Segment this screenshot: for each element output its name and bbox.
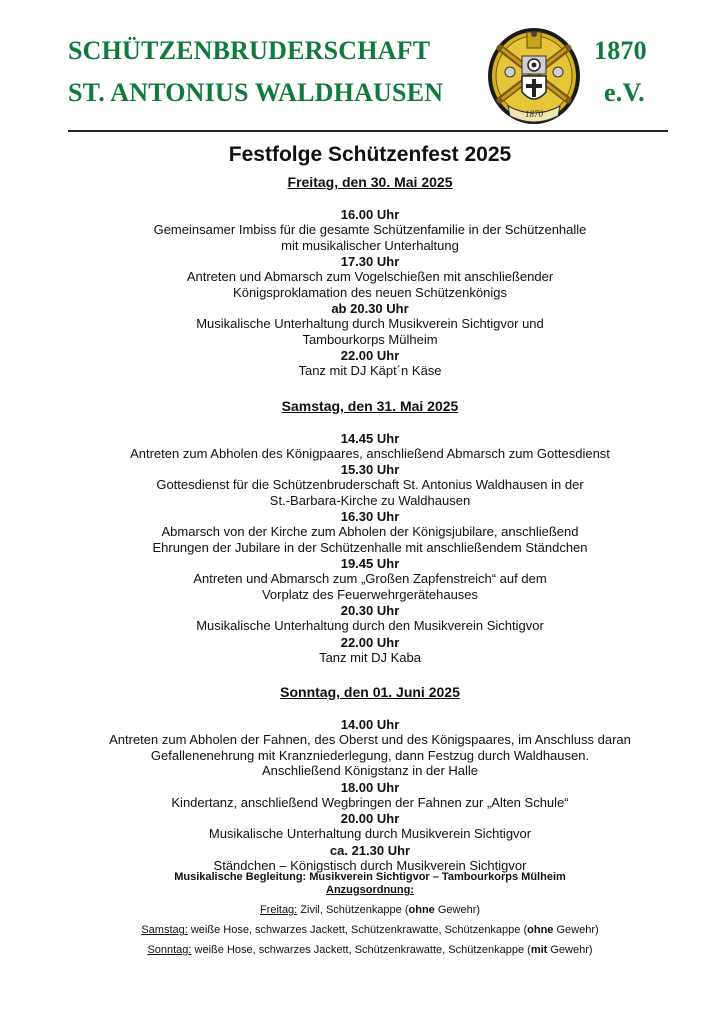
- description-line: Abmarsch von der Kirche zum Abholen der Königsjubilare, anschließend: [161, 524, 579, 539]
- description-line: Antreten zum Abholen der Fahnen, des Oberst und des Königspaares, im Anschluss daran: [109, 732, 631, 747]
- description-line: Gemeinsamer Imbiss für die gesamte Schützenfamilie in der Schützenhalle: [153, 222, 587, 237]
- dress-day: Samstag:: [141, 924, 188, 936]
- description-line: Kindertanz, anschließend Wegbringen der Fahnen zur „Alten Schule“: [171, 794, 569, 810]
- letterhead: [0, 0, 724, 135]
- event: [60, 207, 680, 253]
- event-time: 22.00 Uhr: [340, 634, 400, 650]
- dress-code-heading: Anzugsordnung:: [326, 884, 414, 896]
- event-time: 22.00 Uhr: [340, 348, 400, 363]
- event-time: 20.30 Uhr: [340, 603, 400, 618]
- event-time: ca. 21.30 Uhr: [329, 842, 411, 858]
- description-line: Musikalische Unterhaltung durch Musikverein Sichtigvor und: [196, 316, 544, 331]
- event: [60, 254, 680, 300]
- event: [60, 348, 680, 379]
- description-line: Ständchen – Königstisch durch Musikverein Sichtigvor: [213, 857, 527, 873]
- event-time: 14.00 Uhr: [340, 717, 400, 732]
- event-time: 20.00 Uhr: [340, 811, 400, 826]
- event-description: [60, 618, 680, 634]
- header-divider: [68, 130, 668, 132]
- event: [60, 509, 680, 555]
- club-name-line2: ST. ANTONIUS WALDHAUSEN: [68, 78, 444, 107]
- dress-text: Gewehr): [434, 904, 481, 916]
- club-emblem-icon: [486, 26, 582, 126]
- description-line: Tanz mit DJ Käpt´n Käse: [298, 363, 442, 378]
- event-time: 15.30 Uhr: [340, 462, 400, 477]
- event-time: 16.30 Uhr: [340, 509, 400, 524]
- event-description: [60, 477, 680, 508]
- event: [60, 780, 680, 811]
- event-description: [60, 269, 680, 300]
- description-line: Tambourkorps Mülheim: [302, 331, 438, 347]
- description-line: Musikalische Unterhaltung durch Musikverein Sichtigvor: [208, 826, 532, 841]
- event-time: ab 20.30 Uhr: [331, 301, 409, 316]
- event: [60, 431, 680, 462]
- description-line: Ehrungen der Jubilare in der Schützenhalle mit anschließendem Ständchen: [152, 539, 588, 555]
- description-line: St.-Barbara-Kirche zu Waldhausen: [269, 492, 471, 508]
- emblem-year: 1870: [525, 109, 543, 119]
- dress-day: Freitag:: [259, 904, 298, 916]
- description-line: Gefallenenehrung mit Kranzniederlegung, dann Festzug durch Waldhausen.: [150, 747, 590, 763]
- description-line: Königsproklamation des neuen Schützenkönigs: [233, 284, 507, 300]
- description-line: Musikalische Unterhaltung durch den Musikverein Sichtigvor: [196, 618, 544, 633]
- dress-code-list: [60, 904, 680, 957]
- event-description: [60, 571, 680, 602]
- day-list: [60, 173, 680, 873]
- description-line: Anschließend Königstanz in der Halle: [261, 763, 479, 778]
- day-heading: Sonntag, den 01. Juni 2025: [280, 684, 460, 700]
- dress-rifle: ohne: [408, 904, 435, 916]
- dress-code-row: [60, 944, 680, 957]
- dress-text: Gewehr): [553, 924, 599, 936]
- day-heading: Freitag, den 30. Mai 2025: [287, 174, 453, 190]
- event-description: [60, 446, 680, 462]
- footer: [60, 871, 680, 957]
- dress-rifle: mit: [530, 944, 548, 956]
- event: [60, 462, 680, 508]
- dress-code-row: [60, 924, 680, 937]
- event-description: [60, 222, 680, 253]
- description-line: Antreten zum Abholen des Königpaares, anschließend Abmarsch zum Gottesdienst: [130, 445, 610, 461]
- dress-text: Zivil, Schützenkappe (: [297, 904, 409, 916]
- event: [60, 556, 680, 602]
- event-description: [60, 524, 680, 555]
- event-description: [60, 826, 680, 842]
- description-line: Antreten und Abmarsch zum Vogelschießen mit anschließender: [186, 269, 554, 284]
- description-line: Tanz mit DJ Kaba: [319, 649, 421, 665]
- event: [60, 635, 680, 666]
- event: [60, 301, 680, 347]
- program: [60, 141, 680, 873]
- event-time: 18.00 Uhr: [340, 779, 400, 795]
- dress-text: weiße Hose, schwarzes Jackett, Schützenkrawatte, Schützenkappe (: [187, 924, 528, 936]
- event: [60, 717, 680, 779]
- event-description: [60, 650, 680, 666]
- dress-code-row: [60, 904, 680, 917]
- club-suffix: e.V.: [604, 78, 645, 107]
- description-line: Antreten und Abmarsch zum „Großen Zapfenstreich“ auf dem: [193, 571, 547, 586]
- event-description: [60, 732, 680, 779]
- founding-year: 1870: [594, 36, 647, 65]
- event: [60, 811, 680, 842]
- event-time: 16.00 Uhr: [340, 207, 400, 222]
- day-heading: Samstag, den 31. Mai 2025: [281, 397, 459, 414]
- description-line: Gottesdienst für die Schützenbruderschaft St. Antonius Waldhausen in der: [156, 477, 584, 492]
- dress-text: weiße Hose, schwarzes Jackett, Schützenkrawatte, Schützenkappe (: [191, 944, 531, 956]
- event-description: [60, 795, 680, 811]
- description-line: Vorplatz des Feuerwehrgerätehauses: [261, 586, 479, 602]
- event: [60, 843, 680, 874]
- event: [60, 603, 680, 634]
- event-time: 17.30 Uhr: [340, 254, 400, 269]
- page-title: Festfolge Schützenfest 2025: [228, 143, 512, 166]
- dress-rifle: ohne: [527, 924, 554, 936]
- event-time: 19.45 Uhr: [340, 556, 400, 571]
- dress-text: Gewehr): [547, 944, 593, 956]
- club-name-line1: SCHÜTZENBRUDERSCHAFT: [68, 36, 431, 65]
- music-accompaniment: Musikalische Begleitung: Musikverein Sichtigvor – Tambourkorps Mülheim: [174, 871, 566, 883]
- event-description: [60, 363, 680, 379]
- description-line: mit musikalischer Unterhaltung: [281, 237, 459, 253]
- event-description: [60, 316, 680, 347]
- dress-day: Sonntag:: [147, 944, 192, 956]
- event-time: 14.45 Uhr: [340, 430, 400, 446]
